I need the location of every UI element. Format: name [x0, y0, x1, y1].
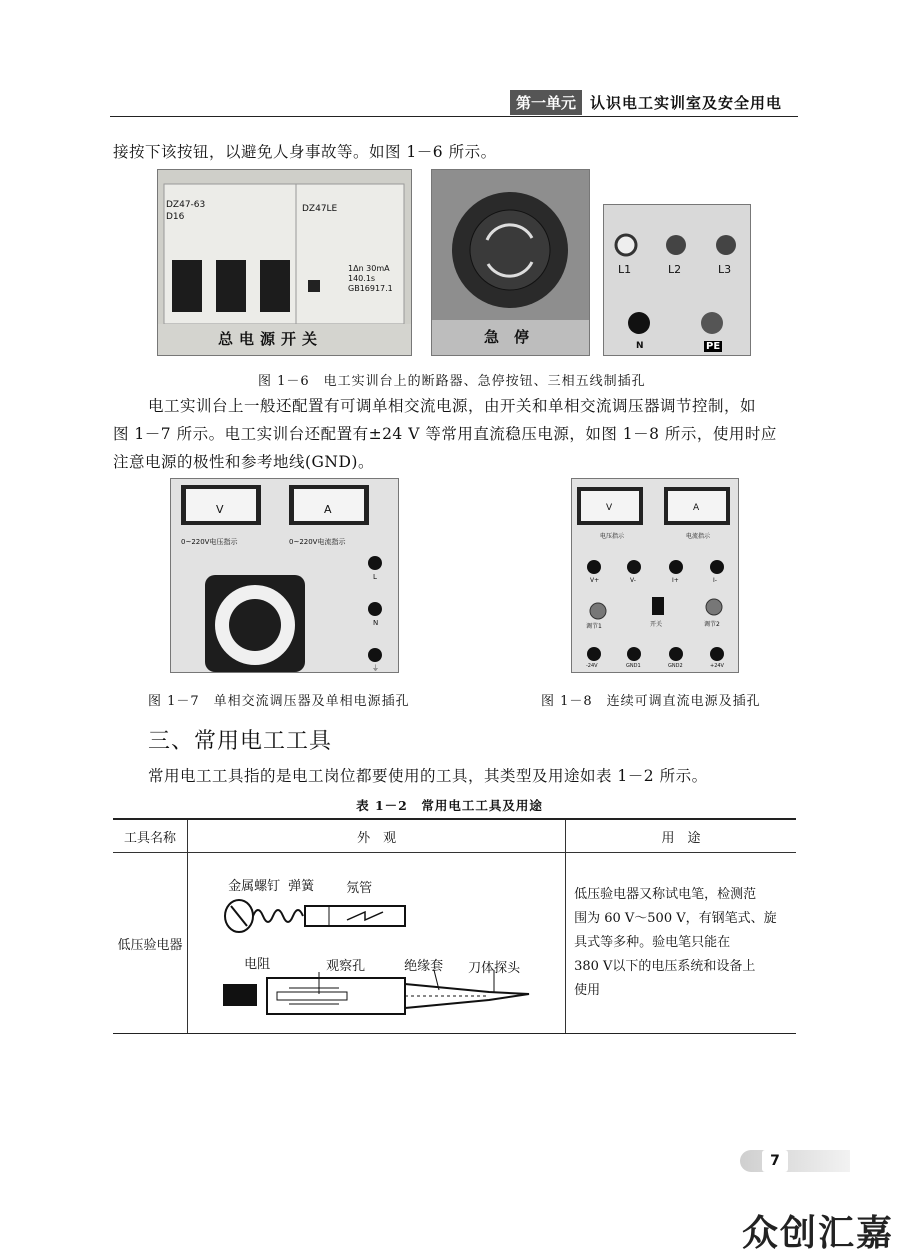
- section-intro: 常用电工工具指的是电工岗位都要使用的工具，其类型及用途如表 1－2 所示。: [148, 767, 708, 785]
- table-row: [113, 853, 796, 1034]
- header-appearance: 外 观: [188, 819, 566, 853]
- dc-knob1-label: 调节1: [586, 623, 602, 630]
- header-rule: [110, 116, 798, 117]
- socket-label-pe: PE: [706, 341, 721, 352]
- watermark: 众创汇嘉: [742, 1213, 895, 1254]
- para2-line1: 电工实训台上一般还配置有可调单相交流电源，由开关和单相交流调压器调节控制，如: [148, 397, 757, 415]
- unit-label: 第一单元: [510, 90, 582, 115]
- page-number-bar: [740, 1150, 850, 1172]
- socket-label-l1: L1: [618, 263, 632, 276]
- socket-label-l3: L3: [718, 263, 732, 276]
- dc-jack-iminus: I-: [713, 577, 717, 584]
- dc-supply-illustration: [572, 479, 738, 672]
- usage-line: 具式等多种。验电笔只能在: [574, 935, 731, 950]
- dc-supply-photo: [571, 478, 739, 673]
- dc-knob2-label: 调节2: [704, 621, 720, 628]
- dc-jack-iplus: I+: [672, 577, 679, 584]
- breaker-spec1: 1Δn 30mA: [348, 264, 390, 273]
- reg-jack-gnd: ⏚: [372, 664, 379, 672]
- tools-table: [113, 818, 796, 1034]
- header-usage: 用 途: [566, 819, 796, 853]
- fig1-6-caption: 图 1－6 电工实训台上的断路器、急停按钮、三相五线制插孔: [258, 374, 646, 389]
- sockets-photo: [603, 204, 751, 356]
- estop-photo: [431, 169, 590, 356]
- usage-line: 380 V以下的电压系统和设备上: [574, 959, 756, 974]
- usage-line: 低压验电器又称试电笔，检测范: [574, 887, 757, 902]
- dc-meter-a: A: [693, 503, 700, 513]
- diagram-label-sleeve: 绝缘套: [404, 959, 444, 974]
- sockets-illustration: [604, 205, 750, 355]
- breaker-right-label: DZ47LE: [302, 204, 338, 214]
- diagram-label-probe: 刀体探头: [468, 961, 521, 976]
- dc-label-a: 电流指示: [686, 533, 711, 540]
- table-title: 表 1－2 常用电工工具及用途: [356, 798, 543, 813]
- diagram-label-screw: 金属螺钉: [228, 879, 281, 894]
- estop-caption: 急 停: [484, 328, 530, 346]
- para2-line2: 图 1－7 所示。电工实训台还配置有±24 V 等常用直流稳压电源，如图 1－8 所示，使用时应: [113, 425, 777, 443]
- reg-jack-l: L: [373, 573, 377, 581]
- breaker-spec2: 140.1s: [348, 274, 376, 283]
- unit-title: 认识电工实训室及安全用电: [590, 93, 783, 112]
- socket-label-l2: L2: [668, 263, 682, 276]
- diagram-label-spring: 弹簧: [288, 879, 315, 894]
- usage-line: 使用: [574, 983, 601, 998]
- dc-jack-vplus: V+: [590, 577, 600, 584]
- running-header: [510, 90, 782, 114]
- intro-line: 接按下该按钮，以避免人身事故等。如图 1－6 所示。: [113, 143, 497, 161]
- dc-jack-plus24: +24V: [710, 663, 724, 669]
- dc-jack-gnd1: GND1: [626, 663, 641, 669]
- dc-label-v: 电压指示: [600, 533, 625, 540]
- breaker-left-sub: D16: [166, 212, 185, 222]
- dc-switch-label: 开关: [650, 621, 663, 628]
- breaker-caption: 总电源开关: [218, 330, 324, 348]
- fig1-8-caption: 图 1－8 连续可调直流电源及插孔: [541, 694, 761, 709]
- diagram-label-resistor: 电阻: [244, 957, 271, 972]
- table-header-row: [113, 819, 796, 853]
- tool-usage: [566, 853, 796, 1034]
- page-number: 7: [762, 1150, 788, 1172]
- regulator-illustration: [171, 479, 398, 672]
- diagram-label-neon: 氖管: [346, 881, 373, 896]
- regulator-photo: [170, 478, 399, 673]
- tool-diagram-cell: [188, 853, 566, 1034]
- breaker-spec3: GB16917.1: [348, 284, 393, 293]
- breaker-photo: [157, 169, 412, 356]
- reg-meter-v: V: [216, 503, 224, 516]
- diagram-label-window: 观察孔: [326, 959, 366, 974]
- reg-jack-n: N: [373, 619, 379, 627]
- reg-meter-a: A: [324, 503, 332, 516]
- dc-meter-v: V: [606, 503, 613, 513]
- socket-label-n: N: [636, 341, 644, 351]
- dc-jack-minus24: -24V: [586, 663, 598, 669]
- para2-line3: 注意电源的极性和参考地线(GND)。: [113, 453, 374, 471]
- breaker-left-label: DZ47-63: [166, 200, 206, 210]
- header-name: 工具名称: [113, 819, 188, 853]
- tool-name: 低压验电器: [113, 853, 188, 1034]
- fig1-7-caption: 图 1－7 单相交流调压器及单相电源插孔: [148, 694, 410, 709]
- reg-label-a: 0~220V电流指示: [289, 538, 346, 546]
- reg-label-v: 0~220V电压指示: [181, 538, 238, 546]
- usage-line: 围为 60 V～500 V，有钢笔式、旋: [574, 911, 777, 926]
- dc-jack-vminus: V-: [630, 577, 636, 584]
- dc-jack-gnd2: GND2: [668, 663, 683, 669]
- section-title: 三、常用电工工具: [148, 729, 333, 754]
